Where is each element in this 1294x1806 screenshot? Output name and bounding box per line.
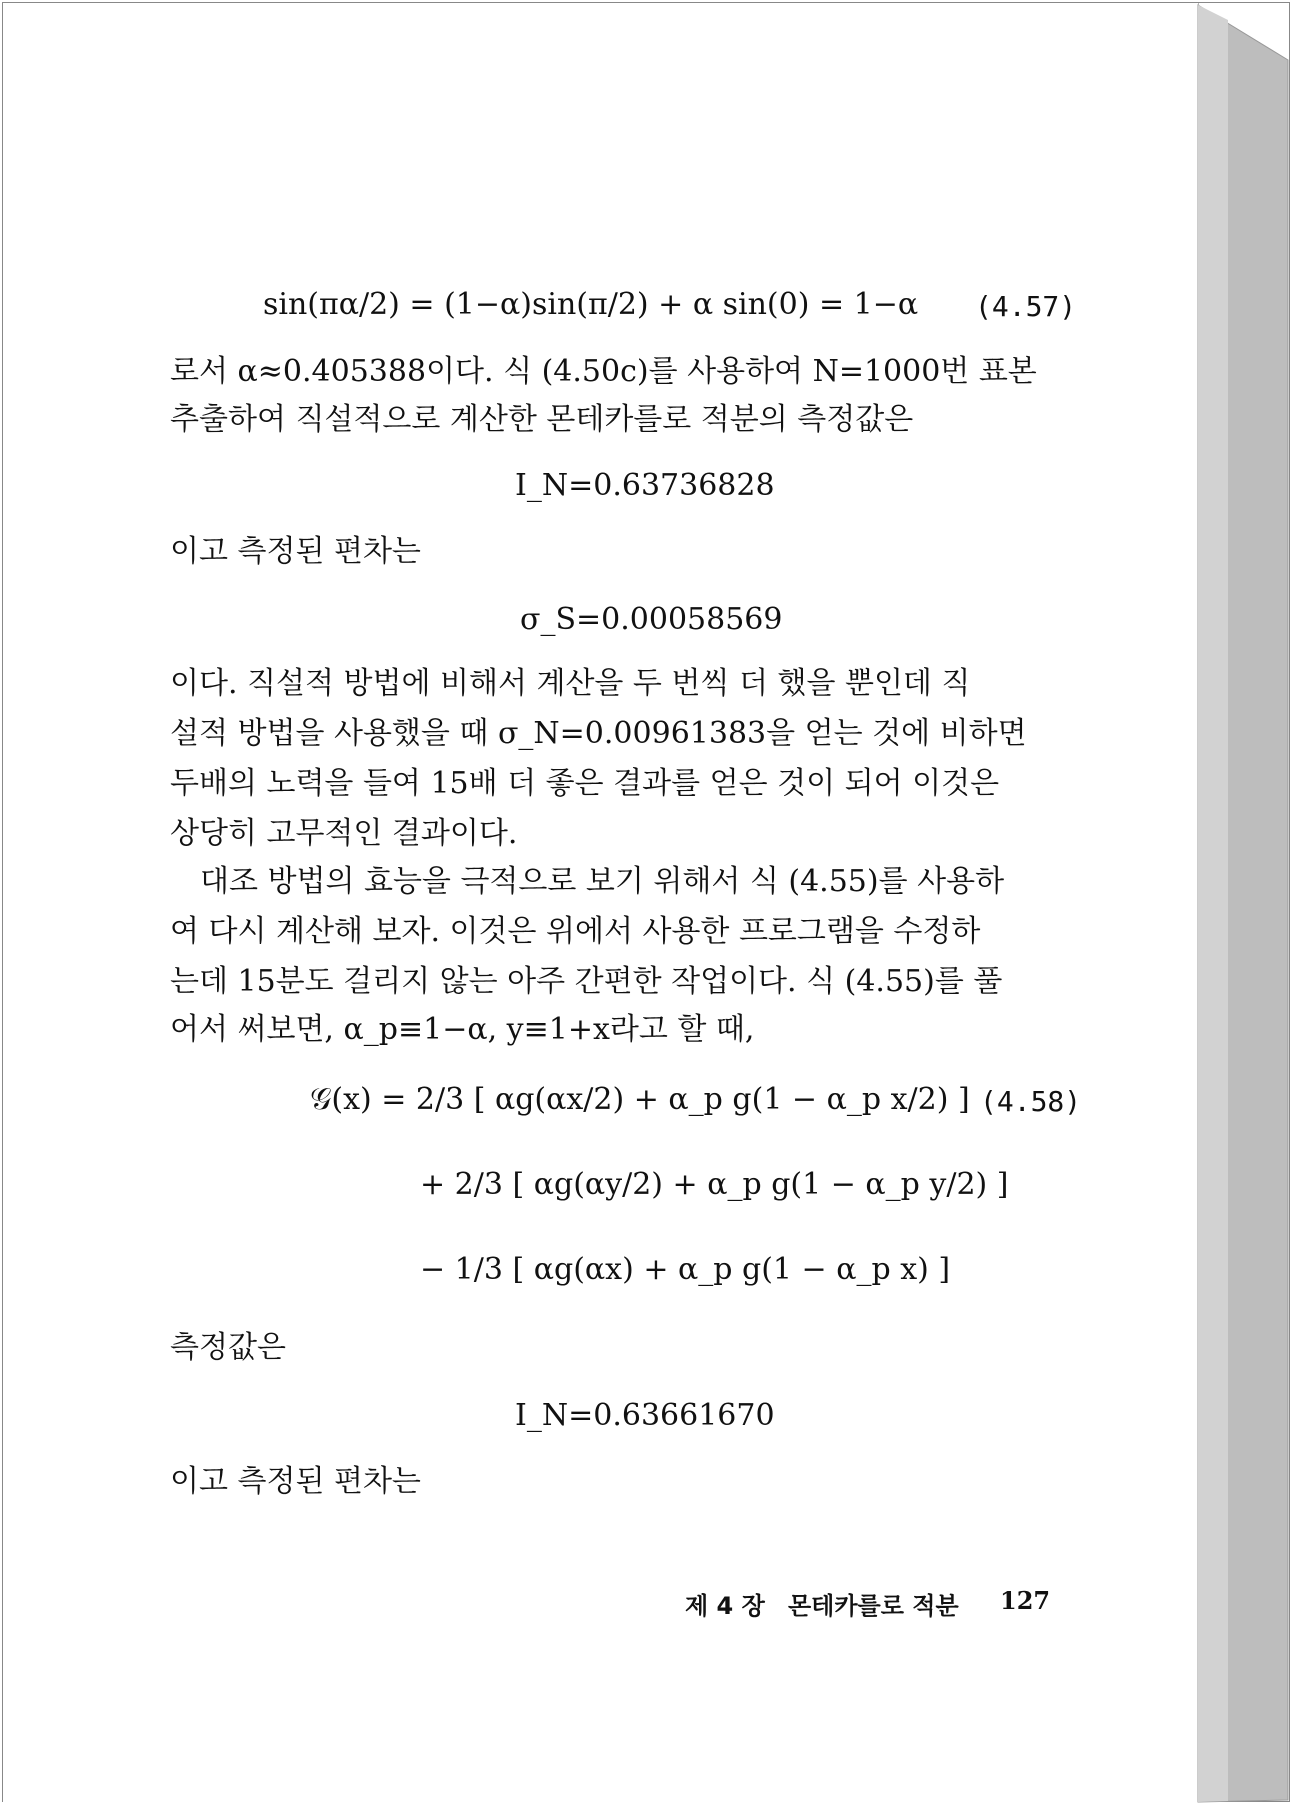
paragraph-3-line-1: 이다. 직설적 방법에 비해서 계산을 두 번씩 더 했을 뿐인데 직	[170, 666, 971, 701]
paragraph-3-line-2: 설적 방법을 사용했을 때 σ_N=0.00961383을 얻는 것에 비하면	[170, 716, 1027, 751]
paragraph-4-line-4: 어서 써보면, α_p≡1−α, y≡1+x라고 할 때,	[170, 1012, 755, 1047]
paragraph-3-line-3: 두배의 노력을 들여 15배 더 좋은 결과를 얻은 것이 되어 이것은	[170, 766, 1000, 801]
paragraph-3-line-4: 상당히 고무적인 결과이다.	[170, 816, 518, 851]
footer-chapter: 제 4 장	[685, 1592, 765, 1620]
paragraph-4-line-2: 여 다시 계산해 보자. 이것은 위에서 사용한 프로그램을 수정하	[170, 914, 981, 949]
equation-4-58-line-3: − 1/3 [ αg(αx) + α_p g(1 − α_p x) ]	[420, 1252, 951, 1287]
paragraph-4-line-1: 대조 방법의 효능을 극적으로 보기 위해서 식 (4.55)를 사용하	[200, 864, 1005, 899]
paragraph-2: 이고 측정된 편차는	[170, 534, 421, 569]
equation-IN-1: I_N=0.63736828	[515, 468, 775, 503]
equation-4-57: sin(πα/2) = (1−α)sin(π/2) + α sin(0) = 1−α	[263, 287, 919, 322]
paragraph-6: 이고 측정된 편차는	[170, 1464, 421, 1499]
footer-chapter-title: 몬테카를로 적분	[788, 1592, 959, 1620]
paragraph-4-line-3: 는데 15분도 걸리지 않는 아주 간편한 작업이다. 식 (4.55)를 풀	[170, 964, 1003, 999]
page-number: 127	[1000, 1586, 1051, 1615]
equation-sigma-s: σ_S=0.00058569	[520, 602, 783, 637]
equation-IN-2: I_N=0.63661670	[515, 1398, 775, 1433]
paragraph-1-line-2: 추출하여 직설적으로 계산한 몬테카를로 적분의 측정값은	[170, 402, 914, 437]
equation-4-58-line-1: 𝒢(x) = 2/3 [ αg(αx/2) + α_p g(1 − α_p x/2) ]	[310, 1082, 970, 1117]
paragraph-1-line-1: 로서 α≈0.405388이다. 식 (4.50c)를 사용하여 N=1000번 표본	[170, 354, 1037, 389]
paragraph-5: 측정값은	[170, 1330, 286, 1365]
equation-number-4-58: (4.58)	[980, 1085, 1082, 1118]
equation-4-58-line-2: + 2/3 [ αg(αy/2) + α_p g(1 − α_p y/2) ]	[420, 1167, 1009, 1202]
equation-number-4-57: (4.57)	[975, 290, 1077, 323]
